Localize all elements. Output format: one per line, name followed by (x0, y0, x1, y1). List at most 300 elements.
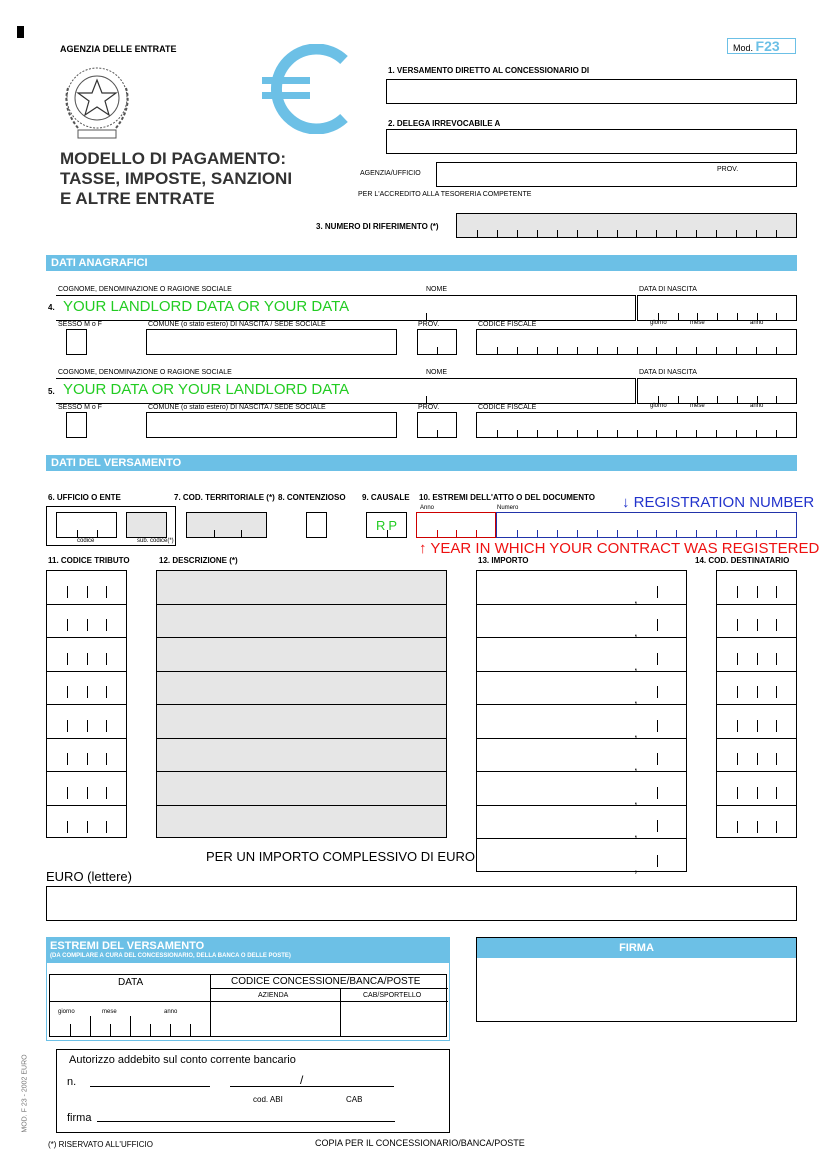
tick (776, 313, 777, 320)
tick (697, 313, 698, 320)
cod-destinatario-column[interactable] (716, 570, 797, 838)
tick (87, 586, 88, 598)
tick (757, 396, 758, 403)
tick (737, 653, 738, 665)
row5-birth-date-input[interactable] (637, 378, 797, 404)
tick (597, 530, 598, 537)
field-13-label: 13. IMPORTO (478, 556, 529, 565)
estremi-divider-v2 (340, 989, 341, 1036)
estremi-subtitle: (DA COMPILARE A CURA DEL CONCESSIONARIO, DELLA BANCA O DELLE POSTE) (50, 953, 291, 959)
tick (657, 753, 658, 765)
tick (757, 586, 758, 598)
tick (657, 787, 658, 799)
tick (757, 753, 758, 765)
accredito-label: PER L'ACCREDITO ALLA TESORERIA COMPETENTE (358, 191, 532, 198)
tick (656, 430, 657, 437)
descrizione-column[interactable] (156, 570, 447, 838)
tick (537, 530, 538, 537)
tick (776, 230, 777, 237)
form-title-line2: TASSE, IMPOSTE, SANZIONI (60, 169, 293, 188)
grid-row[interactable] (477, 571, 686, 605)
field-2-label: 2. DELEGA IRREVOCABILE A (388, 119, 501, 128)
tick (776, 686, 777, 698)
tick (757, 720, 758, 732)
tick (757, 821, 758, 833)
grid-row[interactable] (717, 772, 796, 806)
tick (657, 720, 658, 732)
tick (617, 530, 618, 537)
form-title-line3: E ALTRE ENTRATE (60, 189, 215, 208)
tick (150, 1024, 151, 1036)
grid-row[interactable] (47, 705, 126, 739)
tick (657, 586, 658, 598)
tick (106, 653, 107, 665)
grid-row[interactable] (157, 638, 446, 672)
grid-row[interactable] (47, 739, 126, 773)
row4-giorno-label: giorno (650, 320, 667, 326)
estremi-azienda-label: AZIENDA (258, 992, 289, 999)
tick (658, 396, 659, 403)
reference-number-input[interactable] (456, 213, 797, 238)
tick (676, 530, 677, 537)
tick (517, 347, 518, 354)
field-6-label: 6. UFFICIO O ENTE (48, 493, 121, 502)
tick (657, 686, 658, 698)
row5-sesso-input[interactable] (66, 412, 87, 438)
decimal-comma: , (634, 657, 638, 673)
grid-row[interactable] (157, 806, 446, 840)
decimal-comma: , (634, 724, 638, 740)
decimal-comma: , (634, 825, 638, 840)
row5-number: 5. (48, 387, 55, 396)
tick (657, 653, 658, 665)
field-2-input[interactable] (386, 129, 797, 154)
tick (67, 619, 68, 631)
tick (776, 586, 777, 598)
addebito-n-label: n. (67, 1076, 77, 1088)
tick (678, 396, 679, 403)
row4-data-nascita-label: DATA DI NASCITA (639, 286, 697, 293)
tick (67, 586, 68, 598)
row4-cf-label: CODICE FISCALE (478, 321, 537, 328)
tick (87, 653, 88, 665)
republic-emblem-icon (58, 58, 136, 142)
firma-panel[interactable] (476, 937, 797, 1022)
tick (110, 1024, 111, 1036)
cod-abi-label: cod. ABI (253, 1095, 283, 1104)
tick (776, 787, 777, 799)
tick (756, 230, 757, 237)
row4-number: 4. (48, 303, 55, 312)
row4-note: YOUR LANDLORD DATA OR YOUR DATA (63, 298, 350, 315)
tick (67, 720, 68, 732)
tick (657, 619, 658, 631)
tick (214, 530, 215, 537)
abi-cab-line[interactable] (230, 1086, 394, 1087)
tick (737, 619, 738, 631)
tick (656, 230, 657, 237)
tick (537, 430, 538, 437)
tick (737, 586, 738, 598)
tick (437, 530, 438, 537)
grid-row[interactable] (477, 739, 686, 773)
tick (776, 430, 777, 437)
row4-mese-label: mese (690, 320, 705, 326)
tick (776, 653, 777, 665)
anno-label: Anno (420, 505, 435, 511)
firma-title: FIRMA (477, 938, 796, 958)
estremi-giorno-label: giorno (58, 1009, 75, 1015)
estremi-title: ESTREMI DEL VERSAMENTO (50, 940, 205, 952)
tick (737, 753, 738, 765)
anagrafici-section-header: DATI ANAGRAFICI (46, 255, 797, 271)
tick (656, 530, 657, 537)
tick (130, 1016, 131, 1036)
tick (776, 720, 777, 732)
tick (716, 230, 717, 237)
versamento-section-header: DATI DEL VERSAMENTO (46, 455, 797, 471)
tick (597, 347, 598, 354)
tick (656, 347, 657, 354)
euro-lettere-label: EURO (lettere) (46, 869, 132, 884)
tick (696, 230, 697, 237)
grid-row[interactable] (717, 672, 796, 706)
tick (67, 821, 68, 833)
tick (757, 619, 758, 631)
tick (241, 530, 242, 537)
tick (736, 230, 737, 237)
tick (597, 430, 598, 437)
field-11-label: 11. CODICE TRIBUTO (48, 556, 130, 565)
field-10-label: 10. ESTREMI DELL'ATTO O DEL DOCUMENTO (419, 493, 595, 502)
grid-row[interactable] (47, 772, 126, 806)
conto-number-line[interactable] (90, 1086, 210, 1087)
tick (577, 430, 578, 437)
estremi-anno-label: anno (164, 1009, 178, 1015)
decimal-comma: , (634, 691, 638, 706)
importo-column[interactable] (476, 570, 687, 875)
tick (776, 753, 777, 765)
tick (696, 347, 697, 354)
tick (437, 430, 438, 437)
addebito-firma-label: firma (67, 1112, 92, 1124)
tick (757, 686, 758, 698)
estremi-panel (46, 937, 450, 1041)
row5-anno-label: anno (750, 403, 764, 409)
row5-prov-input[interactable] (417, 412, 457, 438)
grid-row[interactable] (717, 705, 796, 739)
field-1-input[interactable] (386, 79, 797, 104)
row4-cognome-label: COGNOME, DENOMINAZIONE O RAGIONE SOCIALE (58, 286, 232, 293)
ufficio-subcodice-input[interactable] (126, 512, 167, 538)
cod-territoriale-input[interactable] (186, 512, 267, 538)
grid-row[interactable] (477, 605, 686, 639)
tick (67, 653, 68, 665)
grid-row[interactable] (477, 705, 686, 739)
tick (106, 753, 107, 765)
tick (577, 230, 578, 237)
euro-symbol-icon (258, 44, 352, 134)
mod-badge (727, 38, 796, 54)
row4-comune-input[interactable] (146, 329, 397, 355)
tick (517, 230, 518, 237)
grid-row[interactable] (717, 571, 796, 605)
grid-row[interactable] (47, 672, 126, 706)
tick (577, 530, 578, 537)
tick (106, 619, 107, 631)
tick (737, 313, 738, 320)
grid-row[interactable] (157, 772, 446, 806)
row4-birth-date-input[interactable] (637, 295, 797, 321)
decimal-comma: , (634, 791, 638, 807)
year-note: ↑ YEAR IN WHICH YOUR CONTRACT WAS REGISTERED (419, 540, 820, 557)
tick (696, 430, 697, 437)
tick (676, 430, 677, 437)
grid-row[interactable] (477, 806, 686, 840)
row4-prov-input[interactable] (417, 329, 457, 355)
tick (776, 347, 777, 354)
agenzia-ufficio-label: AGENZIA/UFFICIO (360, 170, 421, 177)
decimal-comma: , (634, 590, 638, 606)
grid-row[interactable] (47, 806, 126, 840)
copia-label: COPIA PER IL CONCESSIONARIO/BANCA/POSTE (315, 1138, 525, 1148)
tick (776, 396, 777, 403)
tick (716, 430, 717, 437)
decimal-comma: , (634, 758, 638, 773)
agency-name: AGENZIA DELLE ENTRATE (60, 44, 177, 54)
corner-mark (17, 26, 24, 38)
mod-prefix: Mod. (733, 43, 754, 53)
side-form-code: MOD. F 23 - 2002 EURO (21, 1054, 29, 1133)
tick (190, 1024, 191, 1036)
tick (497, 430, 498, 437)
tick (657, 855, 658, 867)
tick (87, 753, 88, 765)
tick (757, 313, 758, 320)
grid-row[interactable] (157, 739, 446, 773)
field-7-label: 7. COD. TERRITORIALE (*) (174, 493, 275, 502)
tick (67, 753, 68, 765)
tick (106, 821, 107, 833)
tick (437, 347, 438, 354)
row5-prov-label: PROV. (418, 404, 440, 411)
tick (476, 530, 477, 537)
field-12-label: 12. DESCRIZIONE (*) (159, 556, 238, 565)
tick (537, 347, 538, 354)
tick (67, 787, 68, 799)
tick (597, 230, 598, 237)
grid-row[interactable] (157, 605, 446, 639)
tick (737, 821, 738, 833)
row5-sesso-label: SESSO M o F (58, 404, 102, 411)
tick (557, 230, 558, 237)
agenzia-prov-label: PROV. (717, 166, 739, 173)
row4-nome-label: NOME (426, 286, 447, 293)
grid-row[interactable] (157, 571, 446, 605)
row4-comune-label: COMUNE (o stato estero) DI NASCITA / SEDE SOCIALE (148, 321, 326, 328)
tick (426, 313, 427, 320)
tick (637, 347, 638, 354)
tick (106, 686, 107, 698)
row4-codice-fiscale-input[interactable] (476, 329, 797, 355)
tick (676, 347, 677, 354)
tick (637, 430, 638, 437)
euro-lettere-input[interactable] (46, 886, 797, 921)
tick (776, 619, 777, 631)
row5-comune-label: COMUNE (o stato estero) DI NASCITA / SEDE SOCIALE (148, 404, 326, 411)
decimal-comma: , (634, 624, 638, 639)
estremi-data-label: DATA (118, 977, 144, 988)
field-3-label: 3. NUMERO DI RIFERIMENTO (*) (316, 222, 439, 231)
grid-row[interactable] (717, 605, 796, 639)
tick (557, 530, 558, 537)
importo-complessivo-label: PER UN IMPORTO COMPLESSIVO DI EURO (206, 849, 475, 864)
field-1-label: 1. VERSAMENTO DIRETTO AL CONCESSIONARIO DI (388, 66, 590, 75)
tick (756, 347, 757, 354)
tick (170, 1024, 171, 1036)
row5-mese-label: mese (690, 403, 705, 409)
tick (87, 821, 88, 833)
grid-row[interactable] (47, 638, 126, 672)
estremi-codice-label: CODICE CONCESSIONE/BANCA/POSTE (231, 976, 421, 987)
grid-row[interactable] (47, 605, 126, 639)
tick (517, 530, 518, 537)
tick (87, 619, 88, 631)
row4-anno-label: anno (750, 320, 764, 326)
tick (757, 787, 758, 799)
form-title-line1: MODELLO DI PAGAMENTO: (60, 149, 287, 168)
codice-label: codice (77, 538, 95, 544)
tick (756, 530, 757, 537)
tick (617, 347, 618, 354)
tick (87, 720, 88, 732)
grid-row[interactable] (477, 672, 686, 706)
field-9-label: 9. CAUSALE (362, 493, 410, 502)
tick (776, 821, 777, 833)
sub-codice-label: sub. codice(*) (137, 538, 174, 544)
estremi-cab-label: CAB/SPORTELLO (363, 992, 422, 999)
grid-row[interactable] (47, 571, 126, 605)
codice-tributo-column[interactable] (46, 570, 127, 838)
grid-row[interactable] (717, 739, 796, 773)
causale-input[interactable] (366, 512, 407, 538)
tick (756, 430, 757, 437)
tick (70, 1024, 71, 1036)
row5-codice-fiscale-input[interactable] (476, 412, 797, 438)
row5-cognome-label: COGNOME, DENOMINAZIONE O RAGIONE SOCIALE (58, 369, 232, 376)
tick (426, 396, 427, 403)
tick (106, 720, 107, 732)
tick (477, 230, 478, 237)
tick (67, 686, 68, 698)
tick (617, 230, 618, 237)
grid-row[interactable] (477, 839, 686, 873)
tick (658, 313, 659, 320)
atto-anno-input[interactable] (416, 512, 496, 538)
grid-row[interactable] (717, 638, 796, 672)
mod-code: F23 (755, 38, 780, 54)
tick (736, 530, 737, 537)
estremi-divider-h1 (210, 988, 448, 989)
tick (637, 530, 638, 537)
tick (696, 530, 697, 537)
field-8-label: 8. CONTENZIOSO (278, 493, 346, 502)
tick (717, 396, 718, 403)
tick (97, 530, 98, 537)
tick (537, 230, 538, 237)
abi-cab-slash: / (300, 1073, 304, 1087)
tick (757, 653, 758, 665)
tick (106, 787, 107, 799)
row4-sesso-label: SESSO M o F (58, 321, 102, 328)
tick (577, 347, 578, 354)
field-14-label: 14. COD. DESTINATARIO (695, 556, 790, 565)
row4-prov-label: PROV. (418, 321, 440, 328)
cab-label: CAB (346, 1095, 363, 1104)
riservato-note: (*) RISERVATO ALL'UFFICIO (48, 1140, 153, 1149)
tick (737, 720, 738, 732)
row4-sesso-input[interactable] (66, 329, 87, 355)
registration-note: ↓ REGISTRATION NUMBER (622, 494, 815, 511)
atto-numero-input[interactable] (496, 512, 797, 538)
tick (776, 530, 777, 537)
tick (737, 686, 738, 698)
tick (737, 396, 738, 403)
addebito-firma-line[interactable] (97, 1121, 395, 1122)
ufficio-codice-input[interactable] (56, 512, 117, 538)
agenzia-ufficio-input[interactable] (436, 162, 797, 187)
tick (737, 787, 738, 799)
tick (497, 230, 498, 237)
tick (617, 430, 618, 437)
row5-giorno-label: giorno (650, 403, 667, 409)
tick (716, 347, 717, 354)
tick (717, 313, 718, 320)
grid-row[interactable] (157, 705, 446, 739)
tick (456, 530, 457, 537)
row5-comune-input[interactable] (146, 412, 397, 438)
tick (557, 347, 558, 354)
row5-note: YOUR DATA OR YOUR LANDLORD DATA (63, 381, 350, 398)
tick (657, 820, 658, 832)
decimal-comma: , (634, 859, 638, 875)
tick (697, 396, 698, 403)
tick (90, 1016, 91, 1036)
tick (736, 430, 737, 437)
estremi-table (49, 974, 447, 1037)
grid-row[interactable] (477, 772, 686, 806)
grid-row[interactable] (477, 638, 686, 672)
tick (676, 230, 677, 237)
tick (678, 313, 679, 320)
estremi-date-ticks (50, 1016, 210, 1036)
tick (87, 686, 88, 698)
tick (736, 347, 737, 354)
tick (716, 530, 717, 537)
tick (636, 230, 637, 237)
grid-row[interactable] (157, 672, 446, 706)
row5-nome-label: NOME (426, 369, 447, 376)
row5-data-nascita-label: DATA DI NASCITA (639, 369, 697, 376)
causale-value: RP (376, 518, 401, 533)
grid-row[interactable] (717, 806, 796, 840)
tick (87, 787, 88, 799)
row5-cf-label: CODICE FISCALE (478, 404, 537, 411)
tick (497, 347, 498, 354)
contenzioso-input[interactable] (306, 512, 327, 538)
tick (517, 430, 518, 437)
addebito-title: Autorizzo addebito sul conto corrente bancario (69, 1054, 296, 1066)
